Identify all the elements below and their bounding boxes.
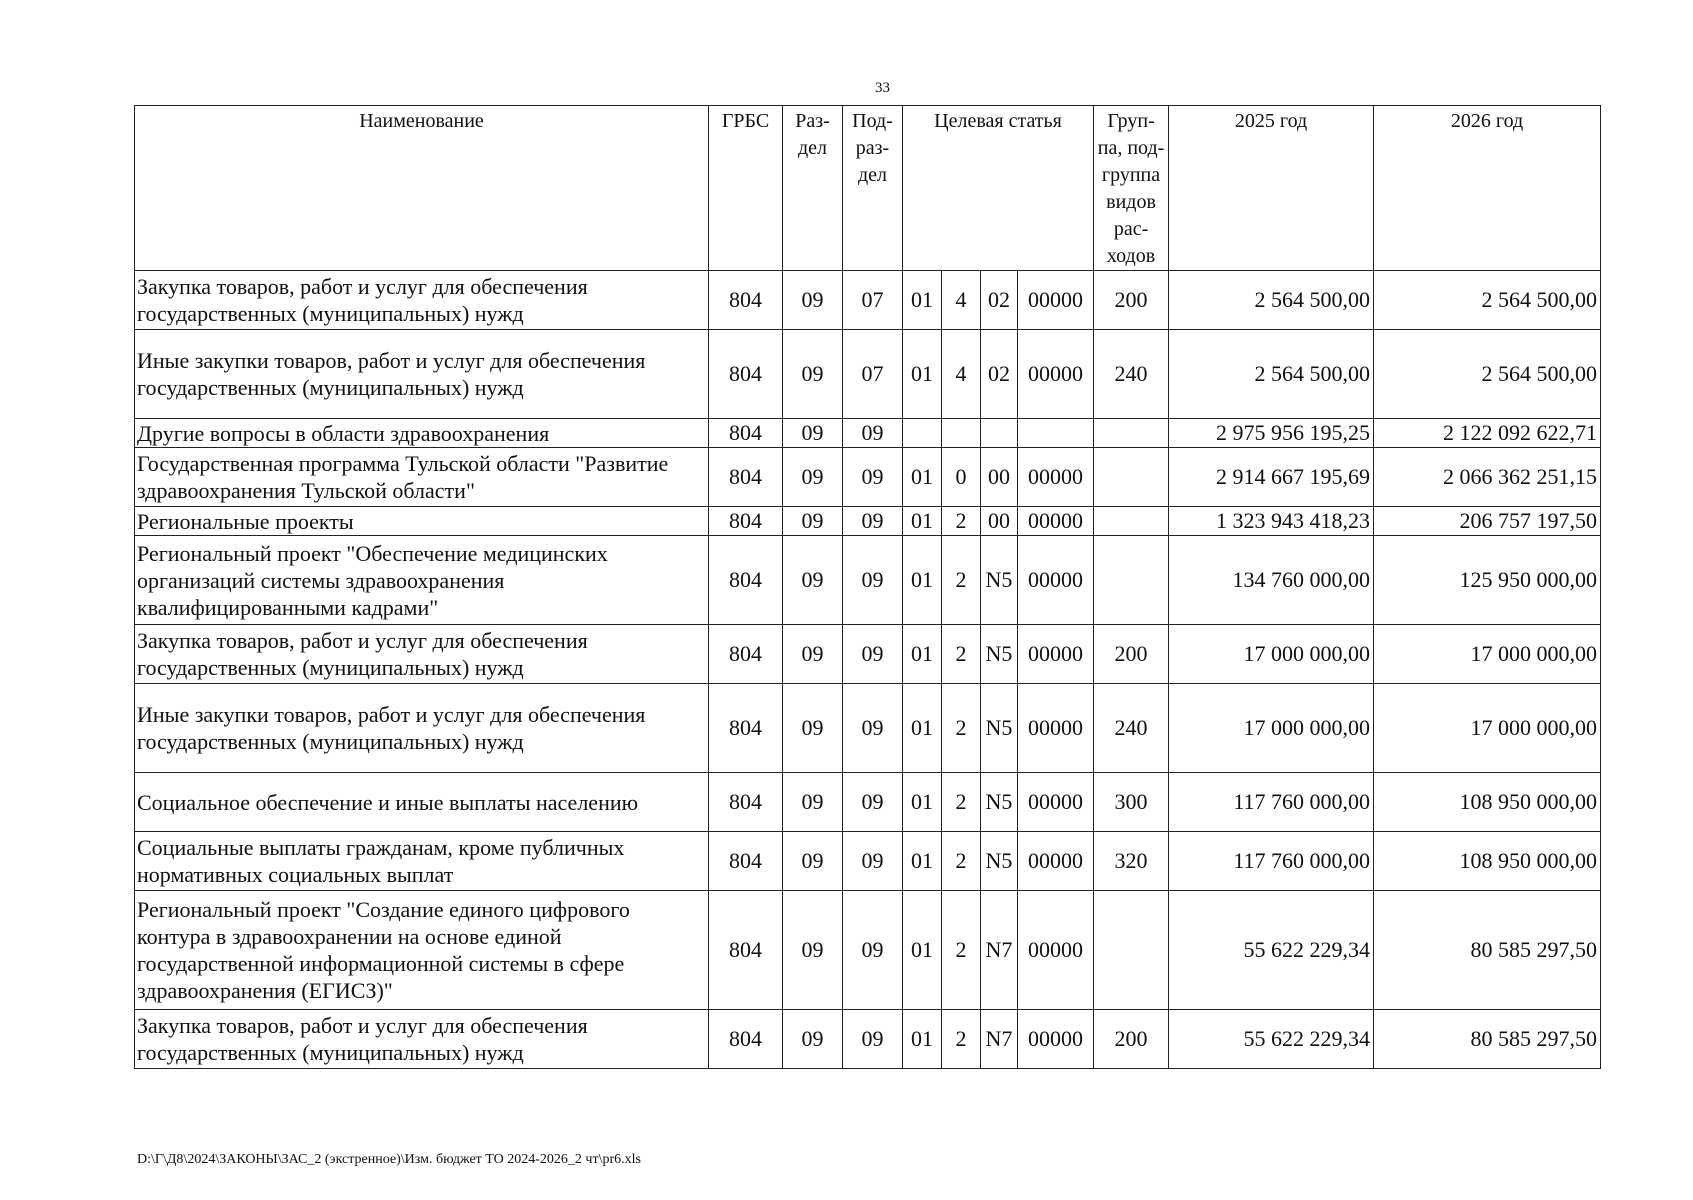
row-target-element: N5: [981, 773, 1018, 832]
row-amount-2026: 80 585 297,50: [1374, 1010, 1601, 1069]
table-row: [135, 448, 1601, 507]
row-expense-group: 300: [1094, 773, 1169, 832]
row-target-element: [981, 419, 1018, 448]
table-row: [135, 507, 1601, 536]
row-target-direction: 00000: [1018, 448, 1094, 507]
row-expense-group: 320: [1094, 832, 1169, 891]
row-section: 09: [783, 773, 843, 832]
header-section: Раз- дел: [783, 106, 843, 271]
row-target-direction: 00000: [1018, 271, 1094, 330]
header-grbs: ГРБС: [709, 106, 783, 271]
row-expense-group: [1094, 507, 1169, 536]
row-target-program: 01: [903, 507, 942, 536]
row-subsection: 09: [843, 419, 903, 448]
row-expense-group: [1094, 891, 1169, 1010]
row-name: Социальные выплаты гражданам, кроме публичных нормативных социальных выплат: [135, 832, 709, 891]
row-amount-2025: 117 760 000,00: [1169, 832, 1374, 891]
row-target-element: 00: [981, 448, 1018, 507]
row-expense-group: [1094, 448, 1169, 507]
row-amount-2025: 55 622 229,34: [1169, 1010, 1374, 1069]
row-amount-2026: 80 585 297,50: [1374, 891, 1601, 1010]
row-target-element: N7: [981, 1010, 1018, 1069]
table-row: [135, 684, 1601, 773]
row-target-type: 4: [942, 271, 981, 330]
row-subsection: 09: [843, 625, 903, 684]
header-year-2026: 2026 год: [1374, 106, 1601, 271]
row-subsection: 07: [843, 330, 903, 419]
row-target-element: 02: [981, 271, 1018, 330]
row-target-type: 2: [942, 684, 981, 773]
row-target-direction: 00000: [1018, 330, 1094, 419]
row-subsection: 09: [843, 773, 903, 832]
row-target-program: 01: [903, 832, 942, 891]
row-amount-2025: 17 000 000,00: [1169, 684, 1374, 773]
row-amount-2025: 1 323 943 418,23: [1169, 507, 1374, 536]
row-expense-group: [1094, 536, 1169, 625]
row-subsection: 09: [843, 536, 903, 625]
row-amount-2025: 2 914 667 195,69: [1169, 448, 1374, 507]
row-name: Региональные проекты: [135, 507, 709, 536]
row-target-direction: 00000: [1018, 625, 1094, 684]
table-body: [135, 271, 1601, 1069]
row-target-program: 01: [903, 536, 942, 625]
table-row: [135, 773, 1601, 832]
row-subsection: 09: [843, 1010, 903, 1069]
header-name: Наименование: [135, 106, 709, 271]
row-target-program: 01: [903, 330, 942, 419]
row-target-direction: 00000: [1018, 684, 1094, 773]
row-grbs: 804: [709, 507, 783, 536]
row-name: Другие вопросы в области здравоохранения: [135, 419, 709, 448]
row-target-type: 2: [942, 891, 981, 1010]
row-target-type: 2: [942, 832, 981, 891]
row-target-program: 01: [903, 891, 942, 1010]
row-amount-2025: 2 975 956 195,25: [1169, 419, 1374, 448]
row-subsection: 09: [843, 684, 903, 773]
row-amount-2026: 206 757 197,50: [1374, 507, 1601, 536]
row-amount-2026: 125 950 000,00: [1374, 536, 1601, 625]
row-grbs: 804: [709, 684, 783, 773]
row-subsection: 09: [843, 832, 903, 891]
row-target-direction: 00000: [1018, 832, 1094, 891]
row-target-program: 01: [903, 448, 942, 507]
budget-table: [134, 105, 1601, 1069]
row-amount-2026: 2 122 092 622,71: [1374, 419, 1601, 448]
row-target-program: [903, 419, 942, 448]
row-expense-group: 240: [1094, 684, 1169, 773]
row-grbs: 804: [709, 832, 783, 891]
row-name: Иные закупки товаров, работ и услуг для обеспечения государственных (муниципальных) нужд: [135, 330, 709, 419]
row-target-type: 2: [942, 773, 981, 832]
row-target-type: 0: [942, 448, 981, 507]
table-row: [135, 419, 1601, 448]
row-amount-2026: 2 564 500,00: [1374, 330, 1601, 419]
table-row: [135, 625, 1601, 684]
row-section: 09: [783, 419, 843, 448]
row-target-element: 02: [981, 330, 1018, 419]
row-subsection: 09: [843, 891, 903, 1010]
row-target-type: 4: [942, 330, 981, 419]
header-year-2025: 2025 год: [1169, 106, 1374, 271]
row-section: 09: [783, 271, 843, 330]
row-target-program: 01: [903, 684, 942, 773]
row-target-element: 00: [981, 507, 1018, 536]
row-grbs: 804: [709, 271, 783, 330]
row-subsection: 09: [843, 448, 903, 507]
table-row: [135, 1010, 1601, 1069]
row-amount-2025: 117 760 000,00: [1169, 773, 1374, 832]
row-subsection: 07: [843, 271, 903, 330]
row-name: Закупка товаров, работ и услуг для обеспечения государственных (муниципальных) нужд: [135, 1010, 709, 1069]
row-amount-2026: 2 564 500,00: [1374, 271, 1601, 330]
row-amount-2025: 134 760 000,00: [1169, 536, 1374, 625]
table-row: [135, 536, 1601, 625]
table-row: [135, 891, 1601, 1010]
row-section: 09: [783, 832, 843, 891]
header-expense-group: Груп- па, под- группа видов рас- ходов: [1094, 106, 1169, 271]
page-number: 33: [875, 80, 890, 96]
row-grbs: 804: [709, 891, 783, 1010]
header-subsection: Под- раз- дел: [843, 106, 903, 271]
row-target-program: 01: [903, 625, 942, 684]
row-grbs: 804: [709, 448, 783, 507]
row-target-program: 01: [903, 1010, 942, 1069]
row-name: Региональный проект "Обеспечение медицинских организаций системы здравоохранения квалифицированными кадрами": [135, 536, 709, 625]
row-section: 09: [783, 448, 843, 507]
row-name: Закупка товаров, работ и услуг для обеспечения государственных (муниципальных) нужд: [135, 625, 709, 684]
row-target-type: [942, 419, 981, 448]
row-grbs: 804: [709, 536, 783, 625]
row-target-program: 01: [903, 271, 942, 330]
row-name: Иные закупки товаров, работ и услуг для обеспечения государственных (муниципальных) нужд: [135, 684, 709, 773]
row-grbs: 804: [709, 419, 783, 448]
row-target-type: 2: [942, 507, 981, 536]
row-amount-2025: 55 622 229,34: [1169, 891, 1374, 1010]
row-expense-group: 200: [1094, 1010, 1169, 1069]
row-section: 09: [783, 1010, 843, 1069]
row-name: Государственная программа Тульской области "Развитие здравоохранения Тульской области": [135, 448, 709, 507]
table-row: [135, 271, 1601, 330]
row-target-program: 01: [903, 773, 942, 832]
row-expense-group: 200: [1094, 271, 1169, 330]
row-target-direction: 00000: [1018, 536, 1094, 625]
row-amount-2026: 17 000 000,00: [1374, 625, 1601, 684]
row-target-element: N5: [981, 684, 1018, 773]
row-expense-group: 200: [1094, 625, 1169, 684]
row-section: 09: [783, 536, 843, 625]
table-row: [135, 832, 1601, 891]
row-expense-group: 240: [1094, 330, 1169, 419]
row-target-type: 2: [942, 536, 981, 625]
row-amount-2025: 2 564 500,00: [1169, 271, 1374, 330]
row-target-element: N5: [981, 536, 1018, 625]
row-subsection: 09: [843, 507, 903, 536]
row-amount-2026: 2 066 362 251,15: [1374, 448, 1601, 507]
row-target-direction: 00000: [1018, 891, 1094, 1010]
row-amount-2025: 2 564 500,00: [1169, 330, 1374, 419]
table-header: [135, 106, 1601, 271]
row-amount-2026: 108 950 000,00: [1374, 773, 1601, 832]
row-target-direction: 00000: [1018, 507, 1094, 536]
row-grbs: 804: [709, 773, 783, 832]
row-name: Социальное обеспечение и иные выплаты населению: [135, 773, 709, 832]
row-target-type: 2: [942, 1010, 981, 1069]
row-section: 09: [783, 330, 843, 419]
row-name: Региональный проект "Создание единого цифрового контура в здравоохранении на основе единой государственной информационной системы в сфере здравоохранения (ЕГИСЗ)": [135, 891, 709, 1010]
row-amount-2026: 17 000 000,00: [1374, 684, 1601, 773]
table-row: [135, 330, 1601, 419]
row-target-direction: 00000: [1018, 1010, 1094, 1069]
file-path: D:\Г\Д8\2024\ЗАКОНЫ\ЗАС_2 (экстренное)\Изм. бюджет ТО 2024-2026_2 чт\pr6.xls: [137, 1152, 641, 1167]
row-amount-2026: 108 950 000,00: [1374, 832, 1601, 891]
row-name: Закупка товаров, работ и услуг для обеспечения государственных (муниципальных) нужд: [135, 271, 709, 330]
row-section: 09: [783, 507, 843, 536]
row-section: 09: [783, 684, 843, 773]
row-target-direction: [1018, 419, 1094, 448]
row-grbs: 804: [709, 625, 783, 684]
row-target-element: N5: [981, 832, 1018, 891]
row-expense-group: [1094, 419, 1169, 448]
row-target-direction: 00000: [1018, 773, 1094, 832]
row-section: 09: [783, 891, 843, 1010]
header-target-article: Целевая статья: [903, 106, 1094, 271]
row-grbs: 804: [709, 330, 783, 419]
row-grbs: 804: [709, 1010, 783, 1069]
row-target-element: N5: [981, 625, 1018, 684]
row-target-element: N7: [981, 891, 1018, 1010]
row-amount-2025: 17 000 000,00: [1169, 625, 1374, 684]
row-section: 09: [783, 625, 843, 684]
row-target-type: 2: [942, 625, 981, 684]
